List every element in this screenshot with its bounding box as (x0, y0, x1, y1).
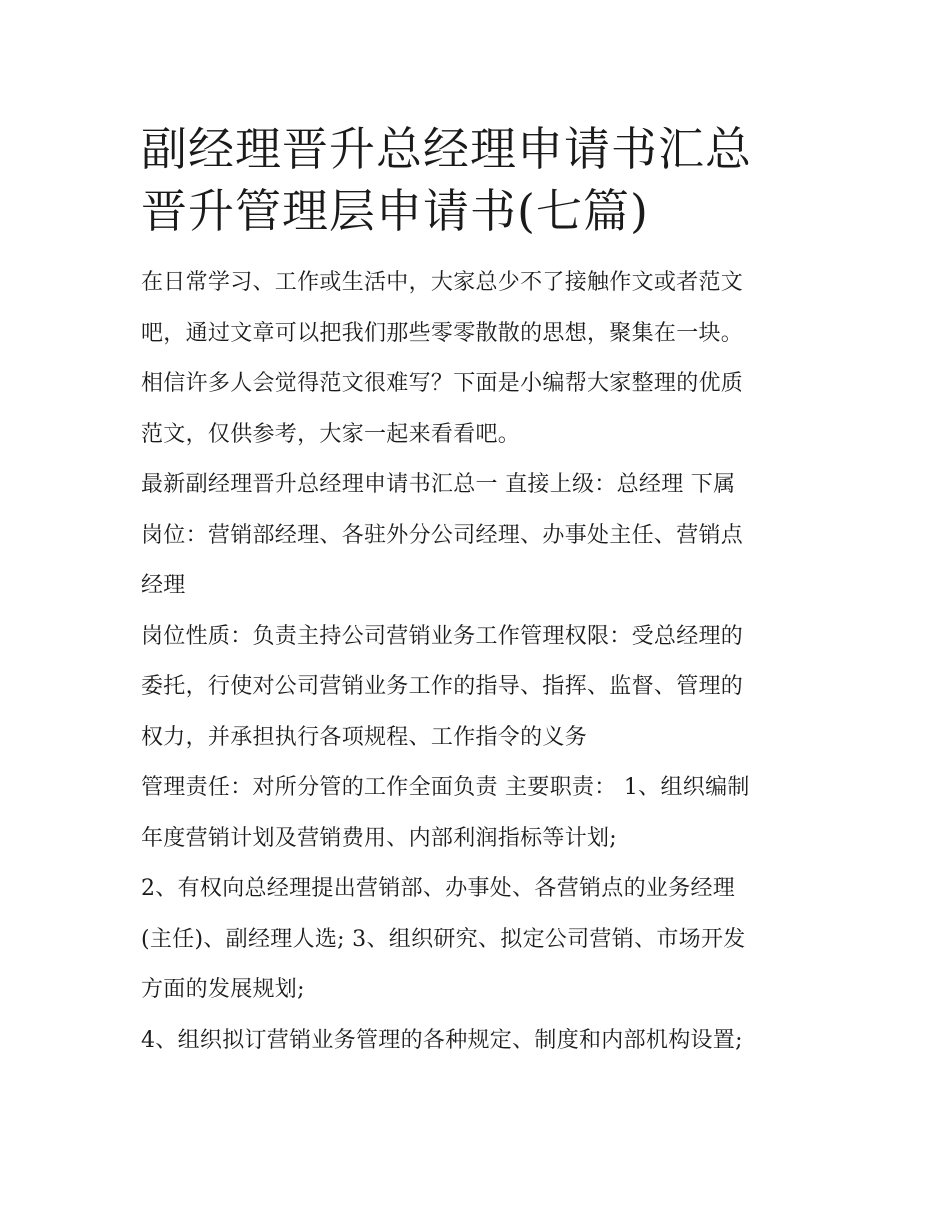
duty-item-2-paragraph (141, 864, 816, 1016)
duty-item-4-paragraph (141, 1016, 816, 1067)
text-line: 权力，并承担执行各项规程、工作指令的义务 (141, 724, 588, 750)
document-title (141, 118, 816, 242)
text-line: 2、有权向总经理提出营销部、办事处、各营销点的业务经理 (141, 876, 736, 901)
responsibility-paragraph (141, 763, 816, 864)
text-line: 经理 (141, 573, 186, 598)
text-line: (主任)、副经理人选; 3、组织研究、拟定公司营销、市场开发 (141, 926, 746, 952)
position-nature-paragraph (141, 612, 816, 764)
title-line-2: 晋升管理层申请书(七篇) (141, 184, 649, 238)
text-line: 在日常学习、工作或生活中，大家总少不了接触作文或者范文 (141, 270, 744, 295)
text-line: 岗位：营销部经理、各驻外分公司经理、办事处主任、营销点 (141, 522, 744, 548)
text-line: 方面的发展规划; (141, 977, 305, 1002)
text-line: 最新副经理晋升总经理申请书汇总一 直接上级：总经理 下属 (141, 472, 736, 497)
title-line-1: 副经理晋升总经理申请书汇总 (141, 122, 752, 176)
text-line: 范文，仅供参考，大家一起来看看吧。 (141, 421, 521, 447)
text-line: 年度营销计划及营销费用、内部利润指标等计划; (141, 825, 618, 851)
reporting-paragraph (141, 460, 816, 612)
text-line: 吧，通过文章可以把我们那些零零散散的思想，聚集在一块。 (141, 320, 744, 346)
text-line: 4、组织拟订营销业务管理的各种规定、制度和内部机构设置; (141, 1027, 743, 1053)
text-line: 委托，行使对公司营销业务工作的指导、指挥、监督、管理的 (141, 674, 744, 699)
text-line: 管理责任：对所分管的工作全面负责 主要职责： 1、组织编制 (141, 775, 750, 800)
document-body (141, 118, 816, 1066)
text-line: 岗位性质：负责主持公司营销业务工作管理权限：受总经理的 (141, 623, 744, 649)
text-line: 相信许多人会觉得范文很难写？下面是小编帮大家整理的优质 (141, 371, 744, 396)
intro-paragraph (141, 258, 816, 460)
